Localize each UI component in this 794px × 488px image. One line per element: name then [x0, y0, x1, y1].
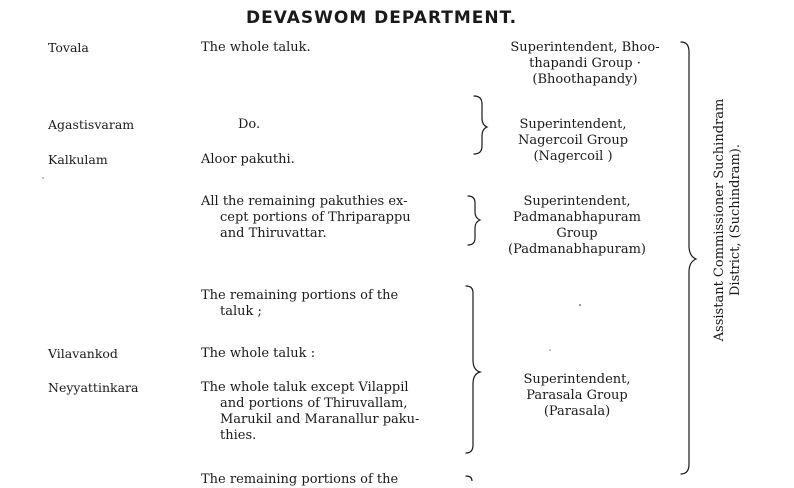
speck: [42, 177, 44, 179]
office-line: Nagercoil Group: [517, 133, 629, 148]
commissioner-line: District, (Suchindram).: [728, 144, 743, 296]
jurisdiction-line: The whole taluk.: [201, 40, 311, 55]
jurisdiction-line: cept portions of Thriparappu: [220, 210, 411, 225]
brace: [681, 42, 696, 474]
jurisdiction-line: thies.: [220, 428, 257, 443]
jurisdiction-line: The remaining portions of the: [201, 288, 399, 303]
jurisdiction-line: and portions of Thiruvallam,: [220, 396, 408, 411]
jurisdiction-line: All the remaining pakuthies ex-: [201, 194, 408, 209]
brace: [466, 476, 472, 481]
office-line: thapandi Group ·: [529, 56, 641, 71]
jurisdiction-line: Marukil and Maranallur paku-: [220, 412, 420, 427]
jurisdiction-line: Aloor pakuthi.: [201, 152, 295, 167]
jurisdiction-line: The whole taluk except Vilappil: [201, 380, 409, 395]
office-line: Group: [556, 226, 598, 241]
brace: [466, 286, 480, 453]
office-line: Superintendent, Bhoo-: [510, 40, 660, 55]
office-line: (Parasala): [543, 404, 611, 419]
jurisdiction-line: taluk ;: [220, 304, 262, 319]
place-tovala: Tovala: [48, 40, 89, 55]
place-neyyattinkara: Neyyattinkara: [48, 380, 139, 395]
jurisdiction-line: Do.: [238, 117, 261, 132]
speck: [549, 349, 551, 351]
brace: [468, 196, 480, 245]
office-line: Superintendent,: [523, 194, 631, 209]
place-agastisvaram: Agastisvaram: [48, 117, 135, 132]
commissioner-line: Assistant Commissioner Suchindram: [712, 98, 727, 342]
office-line: (Nagercoil ): [533, 149, 613, 164]
office-line: Superintendent,: [519, 117, 627, 132]
speck: [579, 304, 581, 306]
office-line: (Padmanabhapuram): [507, 242, 647, 257]
jurisdiction-line: The whole taluk :: [201, 346, 316, 361]
jurisdiction-line: and Thiruvattar.: [220, 226, 327, 241]
office-line: Padmanabhapuram: [513, 210, 641, 225]
page-title: DEVASWOM DEPARTMENT.: [246, 8, 518, 28]
office-line: Parasala Group: [526, 388, 628, 403]
place-vilavankod: Vilavankod: [48, 346, 118, 361]
jurisdiction-line: The remaining portions of the: [201, 472, 399, 487]
office-line: Superintendent,: [523, 372, 631, 387]
brace: [474, 96, 487, 154]
office-line: (Bhoothapandy): [532, 72, 638, 87]
place-kalkulam: Kalkulam: [48, 152, 108, 167]
